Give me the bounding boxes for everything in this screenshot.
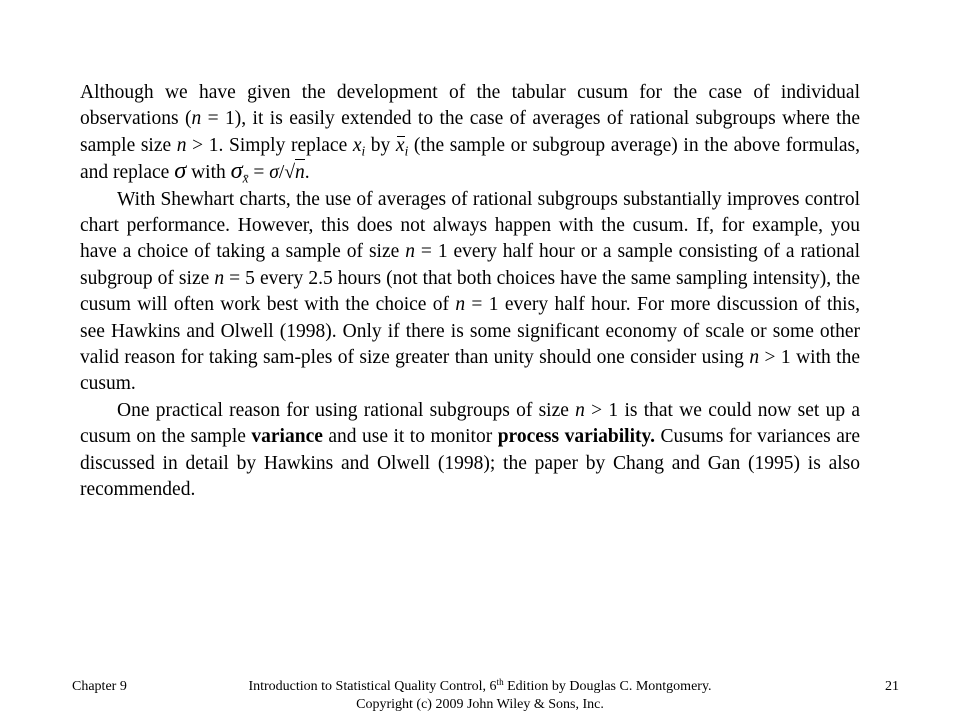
- page-number: 21: [885, 679, 899, 694]
- math-n: n: [749, 347, 760, 369]
- footer-copyright: Copyright (c) 2009 John Wiley & Sons, Inc.: [356, 697, 604, 712]
- math-equals: =: [248, 162, 270, 184]
- math-subscript-xbar: x̄: [242, 170, 249, 186]
- math-sigma: σ: [174, 157, 187, 185]
- paragraph-3-text: Cusums for variances are discussed in detail by Hawkins and Olwell (1998); the paper by Chang and Gan (1995) is also recommended.: [80, 426, 860, 501]
- footer-citation: [210, 678, 750, 714]
- paragraph-2-text: > 1 with the cusum.: [80, 347, 860, 395]
- math-slash-sqrt: /√: [278, 162, 296, 184]
- paragraph-3-text: and use it to monitor: [322, 426, 498, 448]
- paragraph-1: [80, 80, 860, 187]
- paragraph-2-text: = 1 every half hour or a sample consisting of a rational subgroup of size: [80, 241, 860, 289]
- math-x: x: [352, 134, 362, 156]
- math-subscript-i: i: [361, 143, 366, 159]
- paragraph-1-text: > 1. Simply replace: [186, 134, 353, 156]
- math-n: n: [405, 241, 415, 263]
- math-subscript-i: i: [404, 143, 409, 159]
- slide-body: [80, 80, 860, 504]
- footer-title-superscript: th: [496, 677, 504, 687]
- math-sigma: σ: [269, 162, 279, 184]
- paragraph-1-text: with: [186, 162, 231, 184]
- paragraph-1-text: = 1), it is easily extended to the case of averages of rational subgroups where the sample size: [80, 108, 860, 156]
- math-x-bar: x: [396, 133, 405, 159]
- math-n: n: [455, 294, 466, 316]
- paragraph-2-text: = 5 every 2.5 hours (not that both choices have the same sampling intensity), the cusum will often work best with the choice of: [80, 267, 860, 316]
- paragraph-1-text: (the sample or subgroup average) in the above formulas, and replace: [80, 134, 860, 184]
- paragraph-2-text: With Shewhart charts, the use of averages of rational subgroups substantially improves control chart performance. However, this does not always happen with the cusum. If, for example, you have a choice of taking a sample of size: [80, 188, 860, 263]
- footer-book-title: [210, 678, 750, 696]
- paragraph-3: [80, 398, 860, 504]
- paragraph-1-text: .: [304, 162, 310, 184]
- bold-term-process-variability: process variability.: [497, 426, 656, 448]
- paragraph-3-text: > 1 is that we could now set up a cusum on the sample: [80, 399, 860, 448]
- math-n: n: [575, 399, 585, 421]
- math-sqrt-n: n: [295, 159, 305, 186]
- paragraph-1-text: by: [365, 134, 396, 156]
- bold-term-variance: variance: [251, 426, 323, 448]
- math-n: n: [191, 108, 202, 130]
- paragraph-1-text: Although we have given the development of the tabular cusum for the case of individual observations (: [80, 82, 860, 130]
- math-n: n: [214, 267, 225, 289]
- footer-chapter: Chapter 9: [72, 679, 127, 694]
- math-sigma: σ: [230, 157, 243, 185]
- paragraph-2-text: = 1 every half hour. For more discussion of this, see Hawkins and Olwell (1998). Only if there is some significant economy of scale or some other valid reason for taking sam-ples of size greater than unity should one consider using: [80, 294, 860, 369]
- footer-title-text: Introduction to Statistical Quality Control, 6: [248, 679, 497, 694]
- math-n: n: [176, 134, 187, 156]
- paragraph-2: [80, 187, 860, 398]
- footer-title-text: Edition by Douglas C. Montgomery.: [503, 679, 712, 694]
- paragraph-3-text: One practical reason for using rational subgroups of size: [117, 399, 576, 421]
